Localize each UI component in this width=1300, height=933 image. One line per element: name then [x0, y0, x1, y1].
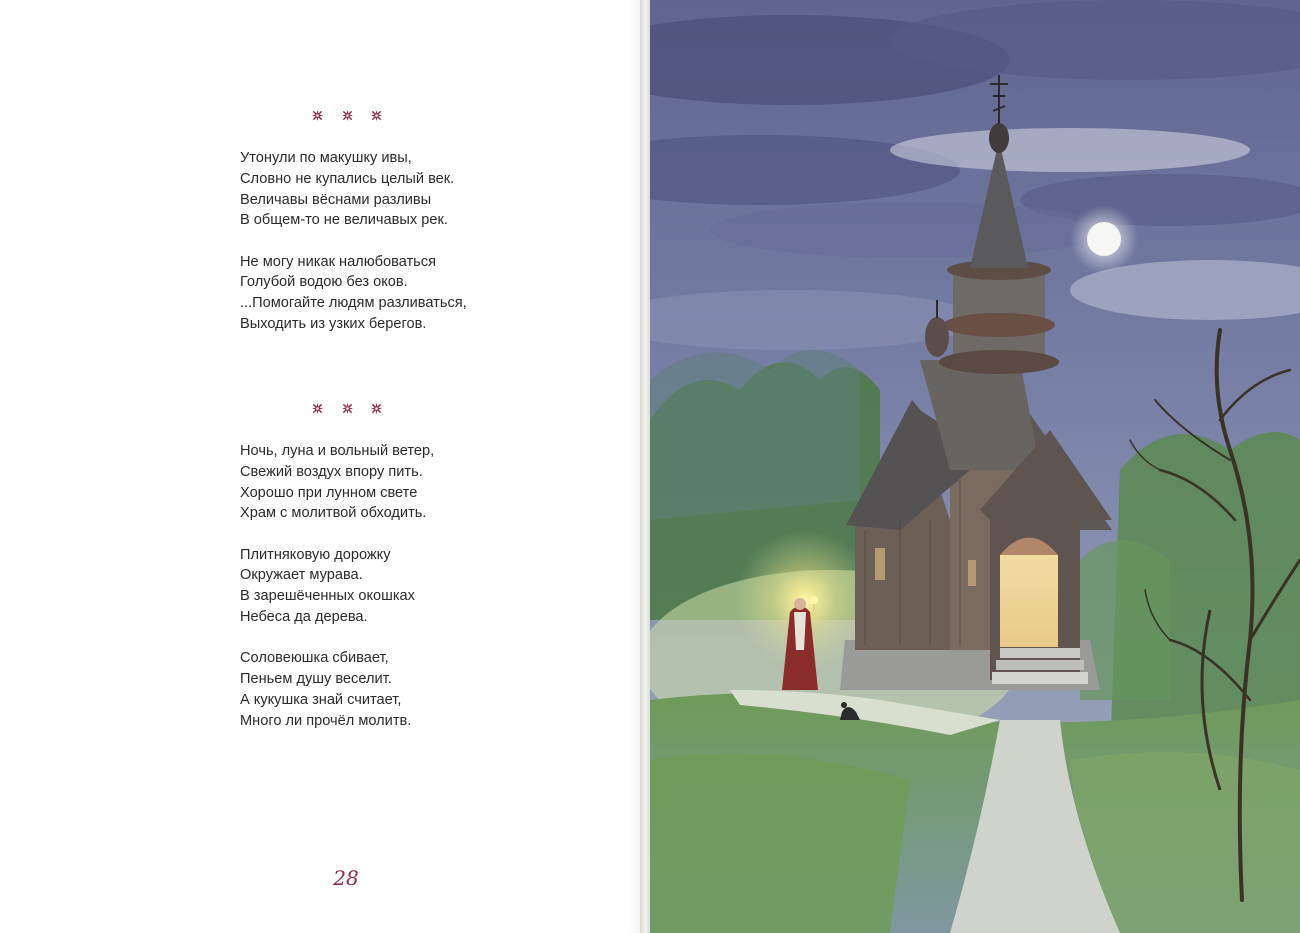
poem-2-stanza-3 [240, 648, 580, 731]
poem-line: Утонули по макушку ивы, [240, 150, 412, 166]
cross-ornament-icon [312, 110, 323, 121]
chapel-night-illustration [650, 0, 1300, 933]
poem-1-ornament [312, 108, 382, 122]
poem-line: Величавы вёснами разливы [240, 191, 432, 208]
poem-line: Свежий воздух впору пить. [240, 463, 423, 480]
poem-1-stanza-1 [240, 148, 580, 231]
poem-line: Небеса да дерева. [240, 608, 368, 625]
poem-line: Хорошо при лунном свете [240, 484, 418, 501]
poem-line: В общем-то не величавых рек. [240, 212, 448, 229]
poem-line: Много ли прочёл молитв. [240, 712, 412, 729]
poem-line: Пеньем душу веселит. [240, 670, 392, 687]
poem-line: Окружает мурава. [240, 567, 363, 584]
poem-line: ...Помогайте людям разливаться, [240, 295, 467, 312]
poem-1 [240, 148, 580, 335]
poem-line: Ночь, луна и вольный ветер, [240, 443, 435, 459]
poem-line: Храм с молитвой обходить. [240, 505, 427, 522]
illustration-page [650, 0, 1300, 933]
poem-line: В зарешёченных окошках [240, 588, 415, 605]
page-number: 28 [333, 866, 359, 890]
poem-line: Выходить из узких берегов. [240, 315, 427, 332]
text-page [0, 0, 646, 933]
cross-ornament-icon [371, 110, 382, 121]
poem-line: Соловеюшка сбивает, [240, 650, 389, 667]
poem-1-stanza-2 [240, 252, 580, 335]
poem-line: Не могу никак налюбоваться [240, 253, 436, 270]
poem-2-ornament [312, 401, 382, 415]
cross-ornament-icon [312, 403, 323, 414]
poem-2 [240, 441, 580, 731]
cross-ornament-icon [342, 403, 353, 414]
poem-line: Словно не купались целый век. [240, 170, 455, 187]
cross-ornament-icon [371, 403, 382, 414]
poem-2-stanza-1 [240, 441, 580, 524]
poem-line: Голубой водою без оков. [240, 274, 408, 291]
poem-2-stanza-2 [240, 545, 580, 628]
cross-ornament-icon [342, 110, 353, 121]
poem-line: Плитняковую дорожку [240, 546, 391, 563]
poem-line: А кукушка знай считает, [240, 691, 402, 708]
